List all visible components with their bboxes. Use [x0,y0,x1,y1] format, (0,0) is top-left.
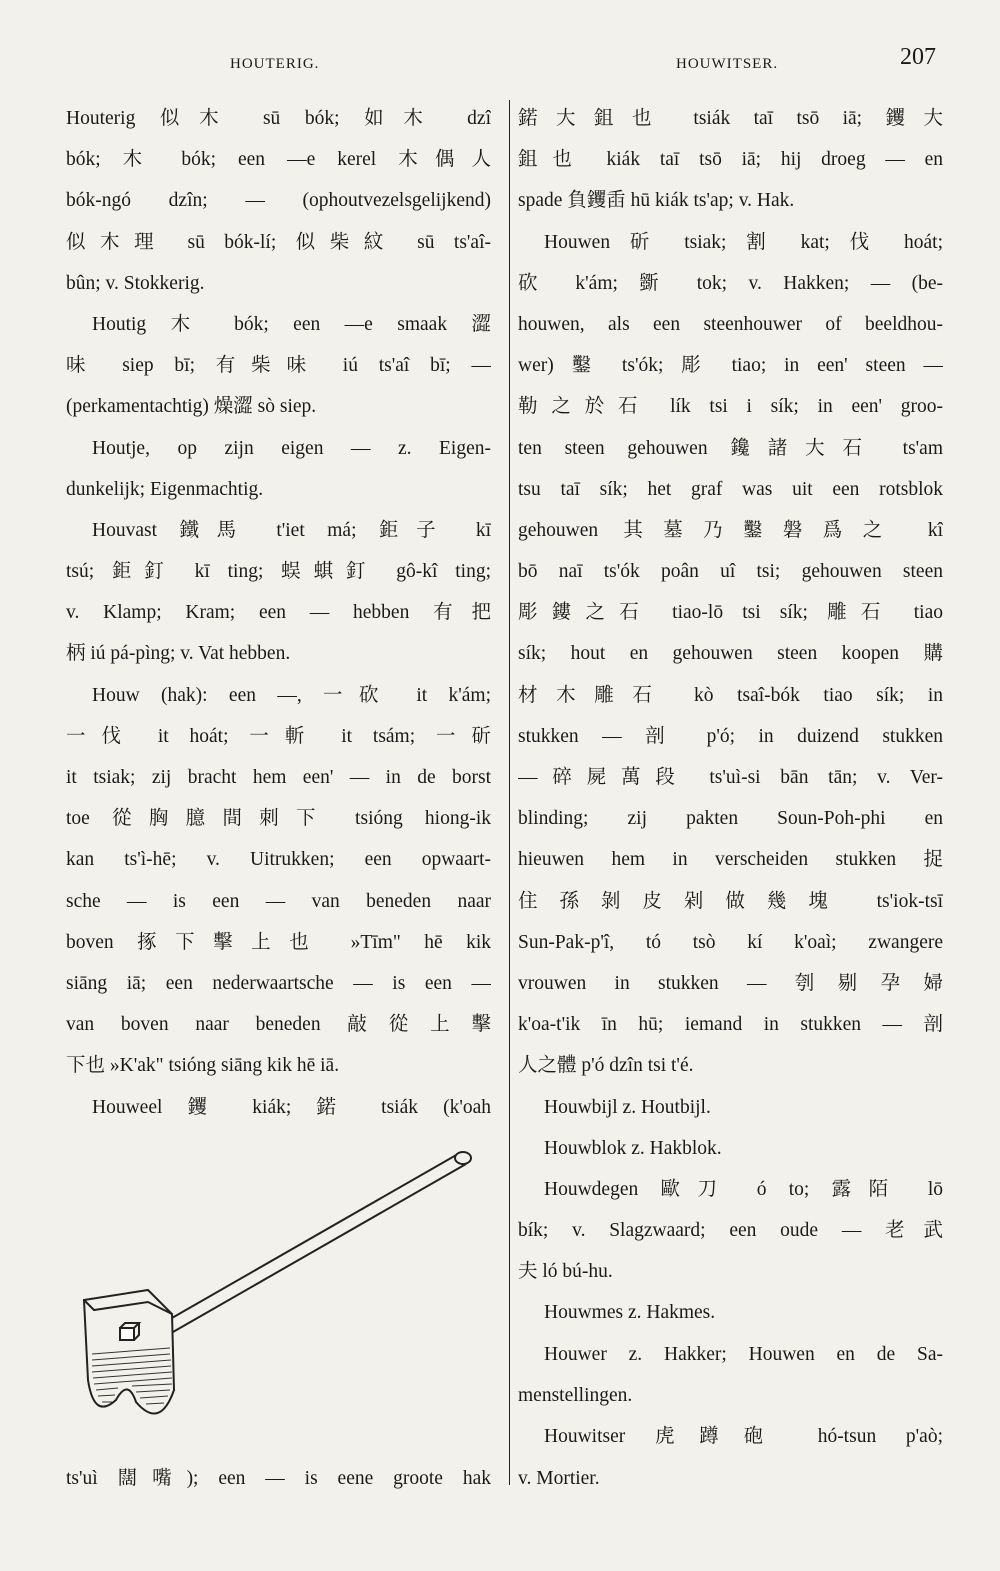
right-line: 砍 k'ám; 斵 tok; v. Hakken; — (be- [518,272,943,294]
left-line: 似木理 sū bók-lí; 似柴紋 sū ts'aî- [66,231,491,253]
pickaxe-illustration [70,1140,510,1440]
entry-houwitser: Houwitser 虎蹲砲 hó-tsun p'aò; [544,1426,943,1447]
entry-houw: Houw (hak): een —, 一砍 it k'ám; [92,684,491,706]
right-line: bō naī ts'ók poân uî tsi; gehouwen steen [518,561,943,583]
entry-houwen: Houwen 斫 tsiak; 割 kat; 伐 hoát; [544,231,943,253]
left-line: kan ts'ì-hē; v. Uitrukken; een opwaart- [66,849,491,871]
running-head-left: HOUTERIG. [230,56,320,72]
right-line: sík; hout en gehouwen steen koopen 購 [518,643,943,665]
right-line: stukken — 剖 p'ó; in duizend stukken [518,725,943,747]
left-line: 柄 iú pá-pìng; v. Vat hebben. [66,643,291,665]
left-line: ts'uì 闊嘴); een — is eene groote hak [66,1468,491,1489]
pickaxe-icon [70,1140,510,1440]
left-line: siāng iā; een nederwaartsche — is een — [66,972,491,994]
right-line: k'oa-t'ik īn hū; iemand in stukken — 剖 [518,1014,943,1036]
left-line: sche — is een — van beneden naar [66,890,491,912]
left-line: 味 siep bī; 有柴味 iú ts'aî bī; — [66,355,491,377]
entry-houwdegen: Houwdegen 歐刀 ó to; 露陌 lō [544,1178,943,1200]
left-line: Houterig 似木 sū bók; 如木 dzî [66,108,491,129]
left-line: bók-ngó dzîn; — (ophoutvezelsgelijkend) [66,190,491,212]
left-line: 下也 »K'ak" tsióng siāng kik hē iā. [66,1055,340,1077]
right-line: 鉏也 kiák taī tsō iā; hij droeg — en [518,149,943,171]
right-line: blinding; zij pakten Soun-Poh-phi en [518,808,943,830]
right-line: vrouwen in stukken — 刳剔孕婦 [518,972,943,994]
right-line: hieuwen hem in verscheiden stukken 捉 [518,849,943,871]
left-line: v. Klamp; Kram; een — hebben 有把 [66,602,491,624]
left-line: bûn; v. Stokkerig. [66,272,205,294]
right-line: bík; v. Slagzwaard; een oude — 老武 [518,1220,943,1242]
left-line: it tsiak; zij bracht hem een' — in de borst [66,767,491,788]
right-column [518,98,943,1457]
left-line: toe 從胸臆間刺下 tsióng hiong-ik [66,808,491,830]
right-line: v. Mortier. [518,1468,600,1489]
right-line: spade 負钁臿 hū kiák ts'ap; v. Hak. [518,190,795,212]
right-line: gehouwen 其墓乃鑿磐爲之 kî [518,519,943,541]
left-line: tsú; 鉅釘 kī ting; 蜈蜞釘 gô-kî ting; [66,561,491,583]
right-line: 住孫剝皮剁做幾塊 ts'iok-tsī [518,890,943,912]
right-line: 材木雕石 kò tsaî-bók tiao sík; in [518,684,943,706]
right-line: wer) 鑿 ts'ók; 彫 tiao; in een' steen — [518,355,943,377]
entry-houvast: Houvast 鐵馬 t'iet má; 鉅子 kī [92,519,491,541]
right-line: 夫 ló bú-hu. [518,1261,613,1283]
left-line: bók; 木 bók; een —e kerel 木偶人 [66,149,491,171]
right-line: 人之體 p'ó dzîn tsi t'é. [518,1055,694,1077]
page-number: 207 [900,44,936,70]
entry-houwmes: Houwmes z. Hakmes. [544,1302,716,1324]
left-line: van boven naar beneden 敲從上擊 [66,1014,491,1036]
right-line: menstellingen. [518,1384,633,1406]
left-line: boven 㧻下擊上也 »Tīm" hē kik [66,931,491,953]
entry-houweel: Houweel 钁 kiák; 鍩 tsiák (k'oah [92,1096,491,1118]
right-line: 鍩大鉏也 tsiák taī tsō iā; 钁大 [518,108,943,129]
entry-houwer: Houwer z. Hakker; Houwen en de Sa- [544,1343,943,1365]
left-column [66,98,491,1128]
right-line: —碎屍萬段 ts'uì-si bān tān; v. Ver- [518,767,943,788]
running-head-right: HOUWITSER. [676,56,779,72]
right-line: 勒之於石 lík tsi i sík; in een' groo- [518,396,943,418]
right-line: 彫鏤之石 tiao-lō tsi sík; 雕石 tiao [518,602,943,624]
entry-houwbijl: Houwbijl z. Houtbijl. [544,1096,711,1118]
right-line: tsu taī sík; het graf was uit een rotsblok [518,478,943,500]
right-line: Sun-Pak-p'î, tó tsò kí k'oaì; zwangere [518,931,943,953]
entry-houtig: Houtig 木 bók; een —e smaak 澀 [92,313,491,335]
left-line: 一伐 it hoát; 一斬 it tsám; 一斫 [66,725,491,747]
right-line: ten steen gehouwen 鑱諸大石 ts'am [518,437,943,459]
entry-houtje: Houtje, op zijn eigen — z. Eigen- [92,437,491,459]
left-line: (perkamentachtig) 燥澀 sò siep. [66,396,317,418]
right-line: houwen, als een steenhouwer of beeldhou- [518,313,943,335]
left-line: dunkelijk; Eigenmachtig. [66,478,264,500]
entry-houwblok: Houwblok z. Hakblok. [544,1137,722,1159]
